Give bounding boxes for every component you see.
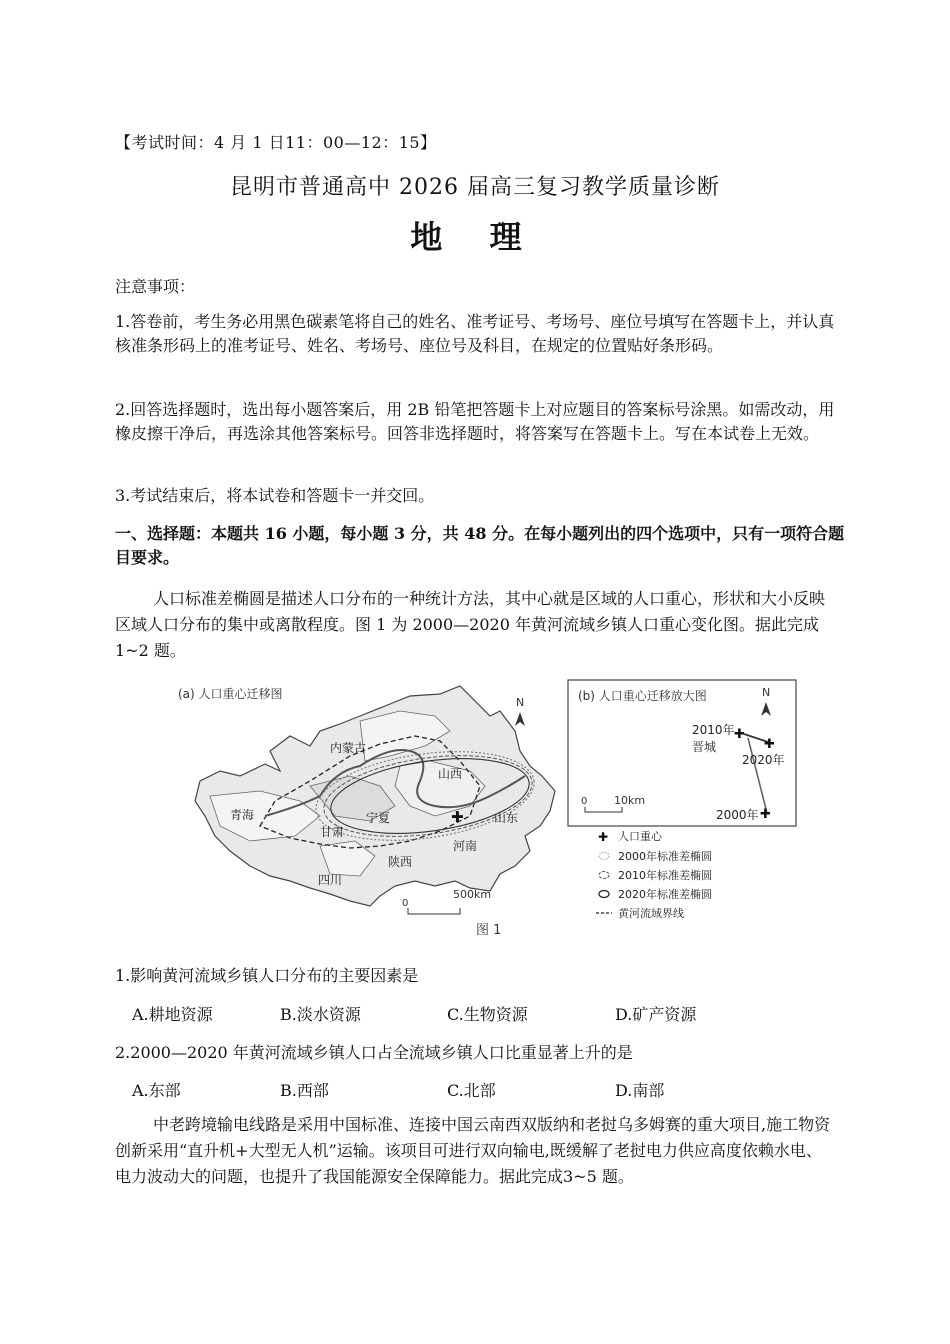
figure-legend — [596, 829, 712, 920]
province-label: 山东 — [494, 811, 519, 825]
section-heading: 一、选择题：本题共 16 小题，每小题 3 分，共 48 分。在每小题列出的四个选项中，只有一项符合题目要求。 — [115, 524, 845, 567]
question-1-option-b[interactable]: B.淡水资源 — [280, 1005, 361, 1024]
question-1-option-a[interactable]: A.耕地资源 — [132, 1005, 213, 1024]
legend-item: 人口重心 — [618, 830, 662, 843]
province-label: 河南 — [453, 839, 478, 853]
province-label: 山西 — [438, 767, 463, 781]
centroid-2000-icon: ✚ — [760, 807, 771, 822]
province-label: 陕西 — [388, 855, 413, 869]
province-label: 内蒙古 — [330, 741, 367, 755]
intro-paragraph-1: 人口标准差椭圆是描述人口分布的一种统计方法，其中心就是区域的人口重心，形状和大小反映区域人口分布的集中或离散程度。图 1 为 2000—2020 年黄河流域乡镇人口重心变化图。据此完成 1~2 题。 — [115, 589, 826, 660]
question-2-option-d[interactable]: D.南部 — [615, 1081, 665, 1100]
notice-heading: 注意事项： — [115, 277, 196, 296]
legend-item: 2020年标准差椭圆 — [618, 888, 712, 901]
legend-ellipse-2010-icon — [599, 872, 609, 879]
figure-1 — [170, 676, 800, 946]
notice-item-1: 1.答卷前，考生务必用黑色碳素笔将自己的姓名、准考证号、考场号、座位号填写在答题卡上，并认真核准条形码上的准考证号、姓名、考场号、座位号及科目，在规定的位置贴好条形码。 — [115, 312, 835, 355]
legend-ellipse-2020-icon — [599, 891, 609, 898]
question-2-stem: 2.2000—2020 年黄河流域乡镇人口占全流域乡镇人口比重显著上升的是 — [115, 1043, 633, 1062]
year-label: 2020年 — [742, 753, 785, 767]
scale-b-zero: 0 — [581, 796, 588, 807]
province-label: 甘肃 — [320, 825, 345, 839]
question-1-stem: 1.影响黄河流域乡镇人口分布的主要因素是 — [115, 966, 419, 985]
north-arrow-icon — [515, 712, 525, 726]
question-1-option-c[interactable]: C.生物资源 — [447, 1005, 528, 1024]
figure-caption: 图 1 — [476, 923, 502, 938]
notice-item-2: 2.回答选择题时，选出每小题答案后，用 2B 铅笔把答题卡上对应题目的答案标号涂黑。如需改动，用橡皮擦干净后，再选涂其他答案标号。回答非选择题时，将答案写在答题卡上。写在本试卷上无效。 — [115, 400, 835, 443]
panel-a-map — [178, 686, 555, 914]
legend-item: 2000年标准差椭圆 — [618, 850, 712, 863]
legend-item: 黄河流域界线 — [618, 907, 684, 920]
subject-title: 地 理 — [410, 218, 540, 256]
question-2-option-a[interactable]: A.东部 — [132, 1081, 181, 1100]
intro-paragraph-2: 中老跨境输电线路是采用中国标准、连接中国云南西双版纳和老挝乌多姆赛的重大项目,施工物资创新采用“直升机+大型无人机”运输。该项目可进行双向输电,既缓解了老挝电力供应高度依赖水电、电力波动大的问题，也提升了我国能源安全保障能力。据此完成3~5 题。 — [115, 1115, 831, 1186]
year-label: 2000年 — [716, 808, 759, 822]
scale-b-label: 10km — [614, 794, 646, 807]
province-label: 宁夏 — [366, 811, 391, 825]
centroid-2020-icon: ✚ — [764, 737, 775, 752]
question-2-option-c[interactable]: C.北部 — [447, 1081, 496, 1100]
panel-b-title: (b) 人口重心迁移放大图 — [578, 689, 707, 703]
panel-a-title: (a) 人口重心迁移图 — [178, 687, 283, 701]
centroid-2010-icon: ✚ — [734, 727, 745, 742]
scale-a-label: 500km — [453, 888, 492, 901]
city-label: 晋城 — [692, 740, 717, 754]
panel-b-map — [568, 680, 796, 826]
north-label-a: N — [516, 696, 525, 709]
north-label-b: N — [762, 686, 771, 699]
province-label: 四川 — [318, 873, 343, 887]
scale-bar-a — [408, 908, 460, 914]
question-1-option-d[interactable]: D.矿产资源 — [615, 1005, 697, 1024]
legend-centroid-icon: ✚ — [598, 830, 609, 844]
exam-time: 【考试时间：4 月 1 日11：00—12：15】 — [115, 133, 437, 152]
scale-a-zero: 0 — [402, 898, 409, 909]
year-label: 2010年 — [692, 723, 735, 737]
question-2-option-b[interactable]: B.西部 — [280, 1081, 329, 1100]
legend-ellipse-2000-icon — [599, 853, 609, 860]
population-centroid-icon: ✚ — [451, 808, 464, 826]
province-label: 青海 — [230, 808, 255, 822]
exam-title: 昆明市普通高中 2026 届高三复习教学质量诊断 — [230, 175, 720, 200]
notice-item-3: 3.考试结束后，将本试卷和答题卡一并交回。 — [115, 486, 435, 505]
legend-item: 2010年标准差椭圆 — [618, 869, 712, 882]
